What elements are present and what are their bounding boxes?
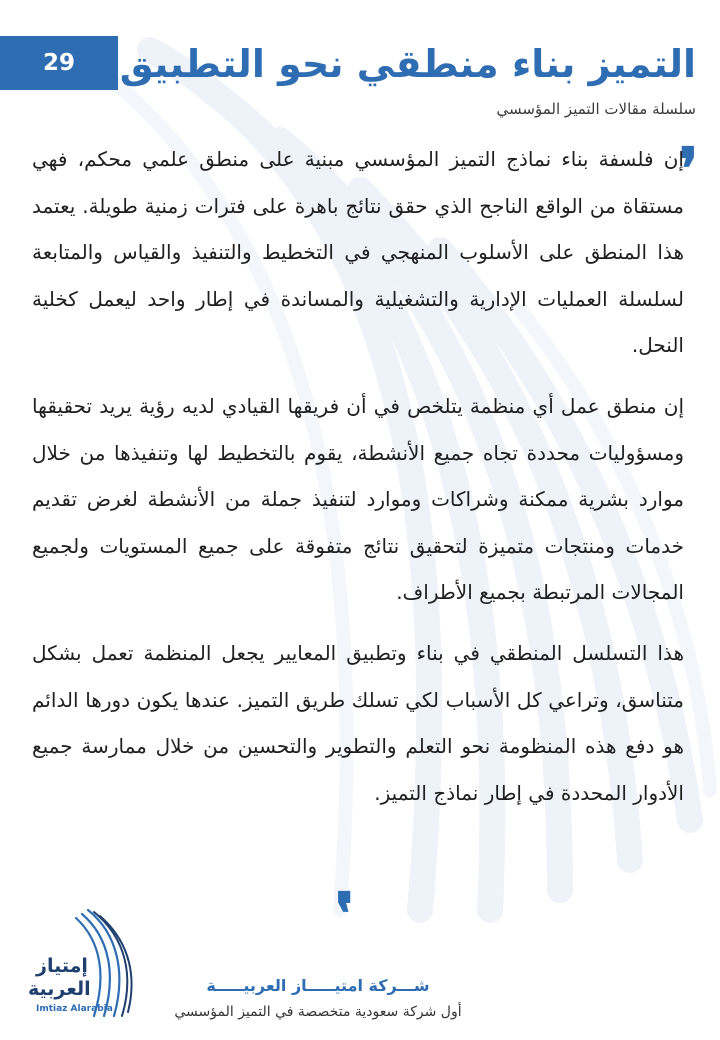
page-title: التميز بناء منطقي نحو التطبيق .. (77, 42, 696, 86)
page-number: 29 (42, 50, 75, 76)
logo-latin-text: Imtiaz Alarabia (36, 1004, 113, 1014)
paragraph-3: هذا التسلسل المنطقي في بناء وتطبيق المعايير يجعل المنظمة تعمل بشكل متناسق، وتراعي كل الأسباب لكي تسلك طريق التميز. عندها يكون دورها الدائم هو دفع هذه المنظومة نحو التعلم والتطوير والتحسين من خلال ممارسة جميع الأدوار المحددة في إطار نماذج التميز. (32, 640, 684, 805)
opening-quote-icon: ❜ (679, 135, 698, 203)
closing-quote-icon: ❜ (334, 880, 353, 948)
logo-text-line2: العربية (28, 978, 91, 1000)
footer-tagline: أول شركة سعودية متخصصة في التميز المؤسسي (174, 1004, 462, 1020)
series-subtitle: سلسلة مقالات التميز المؤسسي (496, 100, 696, 118)
logo-text-line1: إمتياز (36, 955, 88, 977)
article-body (32, 136, 684, 830)
paragraph-2: إن منطق عمل أي منظمة يتلخص في أن فريقها القيادي لديه رؤية يريد تحقيقها ومسؤوليات محددة تجاه جميع الأنشطة، يقوم بالتخطيط لها وتنفيذها من خلال موارد بشرية ممكنة وشراكات وموارد لتنفيذ جملة من الأنشطة لغرض تقديم خدمات ومنتجات متميزة لتحقيق نتائج متفوقة على جميع المستويات ولجميع المجالات المرتبطة بجميع الأطراف. (32, 393, 684, 605)
footer-company-name: شـــركة امتيـــــاز العربيـــــة (206, 976, 430, 995)
paragraph-1: إن فلسفة بناء نماذج التميز المؤسسي مبنية على منطق علمي محكم، فهي مستقاة من الواقع الناجح الذي حقق نتائج باهرة على فترات زمنية طويلة. يعتمد هذا المنطق على الأسلوب المنهجي في التخطيط والتنفيذ والقياس والمتابعة لسلسلة العمليات الإدارية والتشغيلية والمساندة في إطار واحد ليعمل كخلية النحل. (32, 147, 684, 358)
